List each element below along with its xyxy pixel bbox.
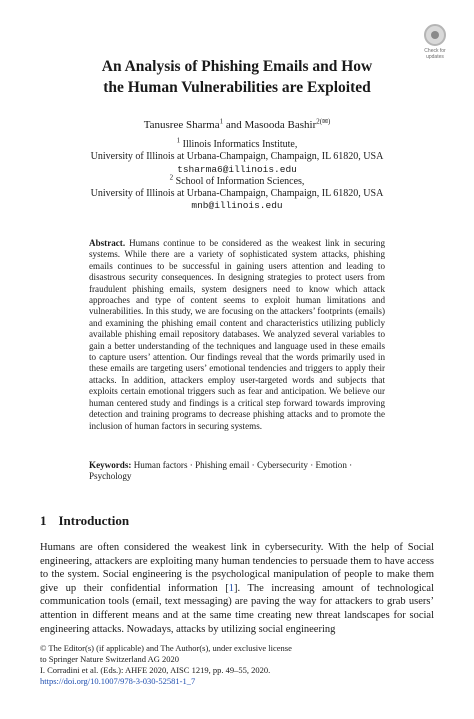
- intro-paragraph: Humans are often considered the weakest link in cybersecurity. With the help of Social engineering, attackers are exploiting many human tendencies to persuade them to have access to the system. Social engineering is the psychological manipulation of people to make them give up their confidential information [1]. The increasing amount of technological communication tools (email, text messaging) are paving the way for attackers to grab users’ attention in different means and at the same time creating new threat landscapes for social engineering attacks. Nowadays, attacks by utilizing social engineering: [40, 542, 434, 635]
- section-title: Introduction: [58, 513, 130, 528]
- title-line-1: An Analysis of Phishing Emails and How: [101, 58, 373, 75]
- author-email[interactable]: tsharma6@illinois.edu: [177, 163, 297, 175]
- affiliation-address: University of Illinois at Urbana-Champaign, Champaign, IL 61820, USA: [90, 188, 384, 200]
- keywords-text: Human factors · Phishing email · Cybersecurity · Emotion · Psychology: [89, 460, 353, 482]
- section-heading: [40, 513, 129, 529]
- affiliation-name-line: $^1$ Illinois Informatics Institute,: [176, 136, 298, 150]
- paper-title: [40, 56, 434, 98]
- affiliation-name-line: $^2$ School of Information Sciences,: [169, 173, 305, 187]
- citation-link[interactable]: 1: [228, 582, 235, 594]
- doi-link[interactable]: https://doi.org/10.1007/978-3-030-52581-1_7: [40, 675, 196, 686]
- abstract-label: Abstract.: [89, 238, 126, 248]
- author-affil-mark: 1: [219, 117, 224, 126]
- author-affil-mark: 2(✉): [316, 117, 331, 126]
- copyright-footer: [40, 643, 434, 687]
- affiliation-address: University of Illinois at Urbana-Champaign, Champaign, IL 61820, USA: [90, 151, 384, 163]
- title-line-2: the Human Vulnerabilities are Exploited: [103, 79, 371, 96]
- footer-line: © The Editor(s) (if applicable) and The Author(s), under exclusive license: [40, 643, 292, 653]
- author-line: [40, 118, 434, 132]
- author-email[interactable]: mnb@illinois.edu: [191, 200, 283, 212]
- author-connector: and: [223, 119, 245, 131]
- check-for-updates-icon: [424, 24, 446, 46]
- affiliations: [40, 136, 434, 213]
- section-number: 1: [40, 513, 47, 528]
- author-name: Masooda Bashir: [244, 119, 317, 131]
- footer-line: I. Corradini et al. (Eds.): AHFE 2020, AISC 1219, pp. 49–55, 2020.: [40, 664, 271, 675]
- abstract-text: Humans continue to be considered as the weakest link in securing systems. While there are a variety of sophisticated system attacks, phishing emails continues to be successful in gaining users attention and leading to disastrous security consequences. In designing strategies to protect users from fraudulent phishing emails, system designers need to know which attack approaches and type of content seems to exploit human limitations and vulnerabilities. In this study, we are focusing on the attackers’ footprints (emails) and examining the phishing email content and characteristics utilizing publicly available phishing email repository databases. We analyzed several variables to gain a better understanding of the techniques and language used in these emails to capture users’ attention. Our findings reveal that the words primarily used in these emails are targeting users’ emotional tendencies and triggers to apply their attacks. In addition, attackers employ user-targeted words and subjects that exploits certain emotional triggers such as fear and anticipation. We believe our human centered study and findings is a critical step forward towards improving detection and training programs to decrease phishing attacks and to promote the inclusion of human factors in securing systems.: [89, 238, 386, 431]
- footer-line: to Springer Nature Switzerland AG 2020: [40, 653, 180, 664]
- abstract: [89, 238, 385, 432]
- keywords: [89, 460, 385, 483]
- badge-label: Check for updates: [424, 48, 446, 60]
- author-name: Tanusree Sharma: [143, 119, 220, 131]
- keywords-label: Keywords:: [89, 460, 132, 470]
